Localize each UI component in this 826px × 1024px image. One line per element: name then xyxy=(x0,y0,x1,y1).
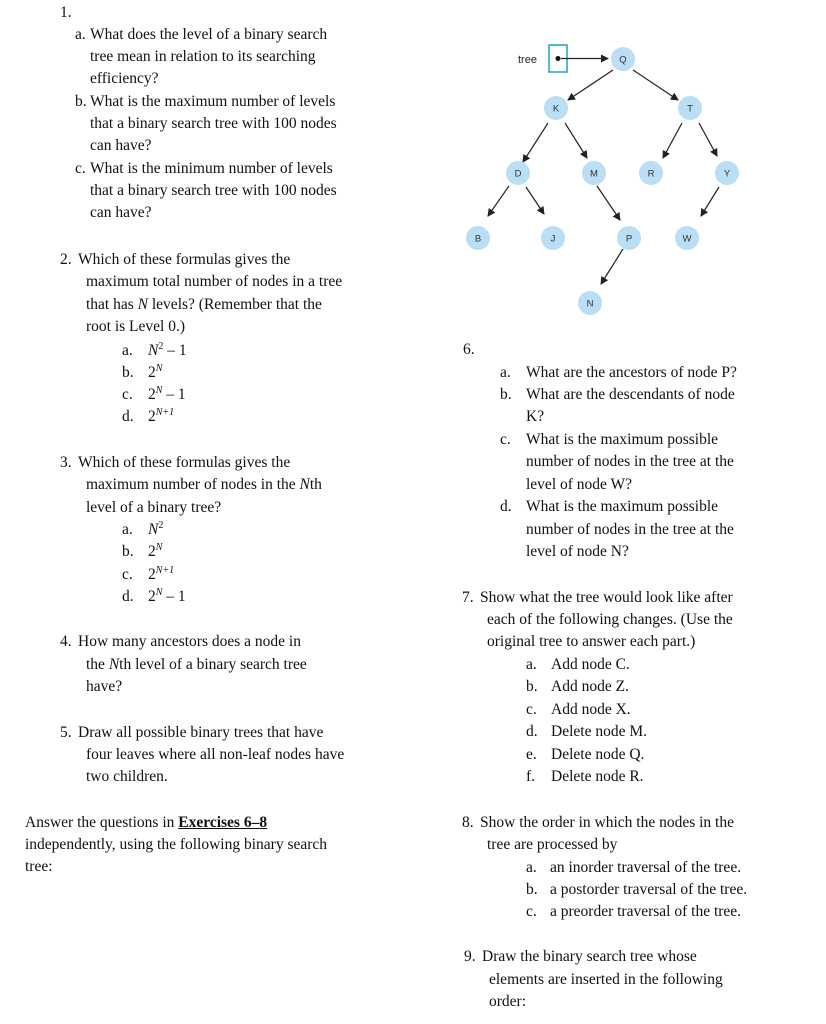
q2-option-c-formula: $2^N - 1$ xyxy=(148,385,186,403)
q9-line-1: Draw the binary search tree whose xyxy=(482,948,697,965)
edge-q-t xyxy=(633,70,678,100)
q6-a-line-1: What are the ancestors of node P? xyxy=(526,364,737,381)
q2-line-4: root is Level 0.) xyxy=(86,318,186,335)
q9-number: 9. xyxy=(464,948,476,965)
q1-c-line-1: What is the minimum number of levels xyxy=(90,160,333,177)
edge-d-j xyxy=(526,187,544,214)
q9-line-3: order: xyxy=(489,993,527,1010)
tree-pointer-dot xyxy=(556,56,561,61)
q2-option-b-label: b. xyxy=(122,364,134,381)
q1-b-label: b. xyxy=(75,93,87,110)
q7-b-text: Add node Z. xyxy=(551,678,629,695)
q7-line-1: Show what the tree would look like after xyxy=(480,589,733,606)
q3-line-3: level of a binary tree? xyxy=(86,499,222,516)
q7-a-label: a. xyxy=(526,656,537,673)
q8-a-text: an inorder traversal of the tree. xyxy=(550,859,742,876)
tree-node-j-label: J xyxy=(550,233,556,245)
q2-line-3: that has N levels? (Remember that the xyxy=(86,296,322,313)
q3-line-1: Which of these formulas gives the xyxy=(78,454,291,471)
q8-c-label: c. xyxy=(526,903,537,920)
intro-line-2: independently, using the following binary search xyxy=(25,836,328,853)
intro-line-3: tree: xyxy=(25,858,53,875)
q8-line-1: Show the order in which the nodes in the xyxy=(480,814,734,831)
q1-c-line-2: that a binary search tree with 100 nodes xyxy=(90,182,337,199)
q6-d-line-3: level of node N? xyxy=(526,543,629,560)
q7-d-text: Delete node M. xyxy=(551,723,647,740)
q6-c-line-3: level of node W? xyxy=(526,476,633,493)
q8-c-text: a preorder traversal of the tree. xyxy=(550,903,742,920)
q2-line-1: Which of these formulas gives the xyxy=(78,251,291,268)
q3-option-c-formula: $2^{N+1}$ xyxy=(148,565,175,583)
q2-option-a-label: a. xyxy=(122,342,133,359)
q7-line-2: each of the following changes. (Use the xyxy=(487,611,733,628)
edge-y-w xyxy=(701,187,719,216)
q8-b-label: b. xyxy=(526,881,538,898)
q4-line-2: the Nth level of a binary search tree xyxy=(86,656,307,673)
q2-option-c-label: c. xyxy=(122,386,133,403)
q3-option-b-formula: $2^N$ xyxy=(148,542,163,560)
q6-b-line-2: K? xyxy=(526,408,545,425)
q3-option-a-label: a. xyxy=(122,521,133,538)
tree-node-y-label: Y xyxy=(723,168,731,180)
tree-node-t-label: T xyxy=(687,103,693,115)
q3-option-a-formula: $N^2$ xyxy=(148,520,164,538)
q7-line-3: original tree to answer each part.) xyxy=(487,633,696,650)
q6-c-line-1: What is the maximum possible xyxy=(526,431,719,448)
q7-f-label: f. xyxy=(526,768,536,785)
q1-b-line-1: What is the maximum number of levels xyxy=(90,93,336,110)
q2-number: 2. xyxy=(60,251,72,268)
q4-line-3: have? xyxy=(86,678,123,695)
q1-c-line-3: can have? xyxy=(90,204,152,221)
q7-e-text: Delete node Q. xyxy=(551,746,645,763)
edge-d-b xyxy=(488,186,509,216)
tree-node-k-label: K xyxy=(552,103,560,115)
q6-b-line-1: What are the descendants of node xyxy=(526,386,735,403)
q7-c-text: Add node X. xyxy=(551,701,631,718)
edge-m-p xyxy=(597,186,620,220)
q1-a-label: a. xyxy=(75,26,86,43)
q9-line-2: elements are inserted in the following xyxy=(489,971,723,988)
q5-line-1: Draw all possible binary trees that have xyxy=(78,724,324,741)
edge-t-r xyxy=(663,123,682,158)
q6-d-line-2: number of nodes in the tree at the xyxy=(526,521,734,538)
tree-nodes xyxy=(466,47,739,315)
q3-line-2: maximum number of nodes in the Nth xyxy=(86,476,322,493)
q7-number: 7. xyxy=(462,589,474,606)
tree-node-m-label: M xyxy=(590,168,598,180)
q8-b-text: a postorder traversal of the tree. xyxy=(550,881,748,898)
q6-a-label: a. xyxy=(500,364,511,381)
q7-e-label: e. xyxy=(526,746,537,763)
tree-node-p-label: P xyxy=(625,233,633,245)
edge-t-y xyxy=(699,123,717,156)
tree-pointer-label: tree xyxy=(518,54,537,66)
q2-option-d-formula: $2^{N+1}$ xyxy=(148,407,175,425)
q6-c-label: c. xyxy=(500,431,511,448)
tree-node-w-label: W xyxy=(682,233,692,245)
edge-k-d xyxy=(523,123,548,162)
q7-b-label: b. xyxy=(526,678,538,695)
intro-line-1: Answer the questions in Exercises 6–8 xyxy=(25,814,268,831)
q3-option-d-formula: $2^N - 1$ xyxy=(148,587,186,605)
q3-option-b-label: b. xyxy=(122,543,134,560)
q2-line-2: maximum total number of nodes in a tree xyxy=(86,273,343,290)
q4-line-1: How many ancestors does a node in xyxy=(78,633,301,650)
q6-d-label: d. xyxy=(500,498,512,515)
q6-c-line-2: number of nodes in the tree at the xyxy=(526,453,734,470)
q4-number: 4. xyxy=(60,633,72,650)
edge-p-n xyxy=(601,249,623,284)
q3-option-d-label: d. xyxy=(122,588,134,605)
q5-number: 5. xyxy=(60,724,72,741)
edge-k-m xyxy=(565,123,587,158)
q1-a-line-1: What does the level of a binary search xyxy=(90,26,328,43)
q7-f-text: Delete node R. xyxy=(551,768,644,785)
q1-number: 1. xyxy=(60,4,72,21)
tree-node-n-label: N xyxy=(586,298,594,310)
binary-search-tree-diagram xyxy=(455,30,775,330)
q2-option-d-label: d. xyxy=(122,408,134,425)
q7-a-text: Add node C. xyxy=(551,656,630,673)
q3-option-c-label: c. xyxy=(122,566,133,583)
q6-b-label: b. xyxy=(500,386,512,403)
q1-c-label: c. xyxy=(75,160,86,177)
q3-number: 3. xyxy=(60,454,72,471)
edge-q-k xyxy=(568,70,613,100)
q1-a-line-2: tree mean in relation to its searching xyxy=(90,48,316,65)
tree-node-r-label: R xyxy=(647,168,655,180)
q5-line-3: two children. xyxy=(86,768,168,785)
q2-option-a-formula: $N^2 - 1$ xyxy=(148,341,187,359)
tree-node-q-label: Q xyxy=(619,54,627,66)
tree-node-d-label: D xyxy=(514,168,522,180)
q6-number: 6. xyxy=(463,341,475,358)
q2-option-b-formula: $2^N$ xyxy=(148,363,163,381)
q7-d-label: d. xyxy=(526,723,538,740)
q6-d-line-1: What is the maximum possible xyxy=(526,498,719,515)
q7-c-label: c. xyxy=(526,701,537,718)
q8-number: 8. xyxy=(462,814,474,831)
tree-node-b-label: B xyxy=(474,233,482,245)
q5-line-2: four leaves where all non-leaf nodes have xyxy=(86,746,345,763)
q1-b-line-2: that a binary search tree with 100 nodes xyxy=(90,115,337,132)
q1-a-line-3: efficiency? xyxy=(90,70,159,87)
q8-line-2: tree are processed by xyxy=(487,836,618,853)
exercises-reference: Exercises 6–8 xyxy=(178,814,268,831)
q8-a-label: a. xyxy=(526,859,537,876)
q1-b-line-3: can have? xyxy=(90,137,152,154)
